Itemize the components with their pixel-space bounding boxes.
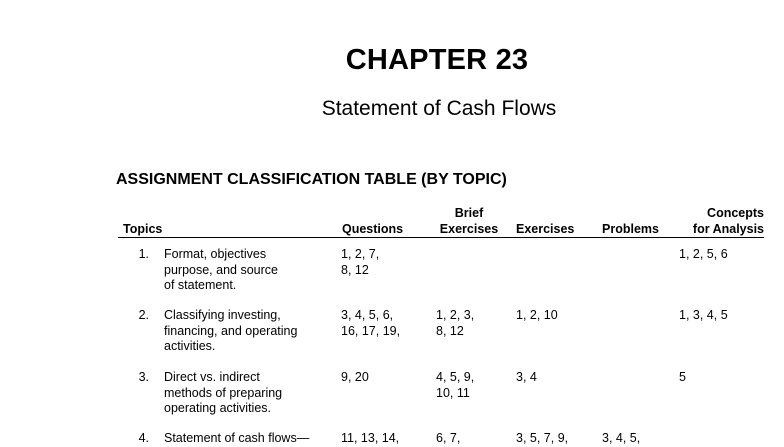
- row-brief-exercises: 4, 5, 9, 10, 11: [436, 370, 475, 400]
- row-exercises: 1, 2, 10: [516, 308, 558, 322]
- row-topic: Format, objectives purpose, and source of statement.: [164, 247, 278, 292]
- row-concepts: 5: [679, 370, 686, 384]
- header-brief-exercises: Brief Exercises: [439, 206, 499, 236]
- row-number: 1.: [138, 247, 149, 261]
- row-exercises: 3, 5, 7, 9,: [516, 431, 569, 445]
- header-questions: Questions: [342, 222, 404, 236]
- row-topic: Classifying investing, financing, and operating activities.: [164, 308, 298, 353]
- row-problems: 3, 4, 5,: [602, 431, 641, 445]
- row-concepts: 1, 3, 4, 5: [679, 308, 728, 322]
- row-topic: Direct vs. indirect methods of preparing operating activities.: [164, 370, 283, 415]
- chapter-title: CHAPTER 23: [345, 44, 529, 76]
- row-questions: 1, 2, 7, 8, 12: [341, 247, 380, 277]
- row-number: 2.: [138, 308, 149, 322]
- row-exercises: 3, 4: [516, 370, 537, 384]
- header-topics: Topics: [123, 222, 163, 236]
- header-concepts: Concepts for Analysis: [692, 206, 764, 236]
- row-concepts: 1, 2, 5, 6: [679, 247, 728, 261]
- row-brief-exercises: 6, 7,: [436, 431, 461, 445]
- row-number: 4.: [138, 431, 149, 445]
- header-rule: [118, 237, 764, 238]
- chapter-subtitle: Statement of Cash Flows: [321, 97, 557, 120]
- header-problems: Problems: [602, 222, 659, 236]
- row-questions: 3, 4, 5, 6, 16, 17, 19,: [341, 308, 401, 338]
- header-exercises: Exercises: [516, 222, 575, 236]
- row-questions: 11, 13, 14,: [341, 431, 400, 445]
- row-topic: Statement of cash flows—: [164, 431, 310, 445]
- section-title: ASSIGNMENT CLASSIFICATION TABLE (BY TOPIC): [116, 171, 507, 188]
- row-number: 3.: [138, 370, 149, 384]
- row-brief-exercises: 1, 2, 3, 8, 12: [436, 308, 475, 338]
- row-questions: 9, 20: [341, 370, 369, 384]
